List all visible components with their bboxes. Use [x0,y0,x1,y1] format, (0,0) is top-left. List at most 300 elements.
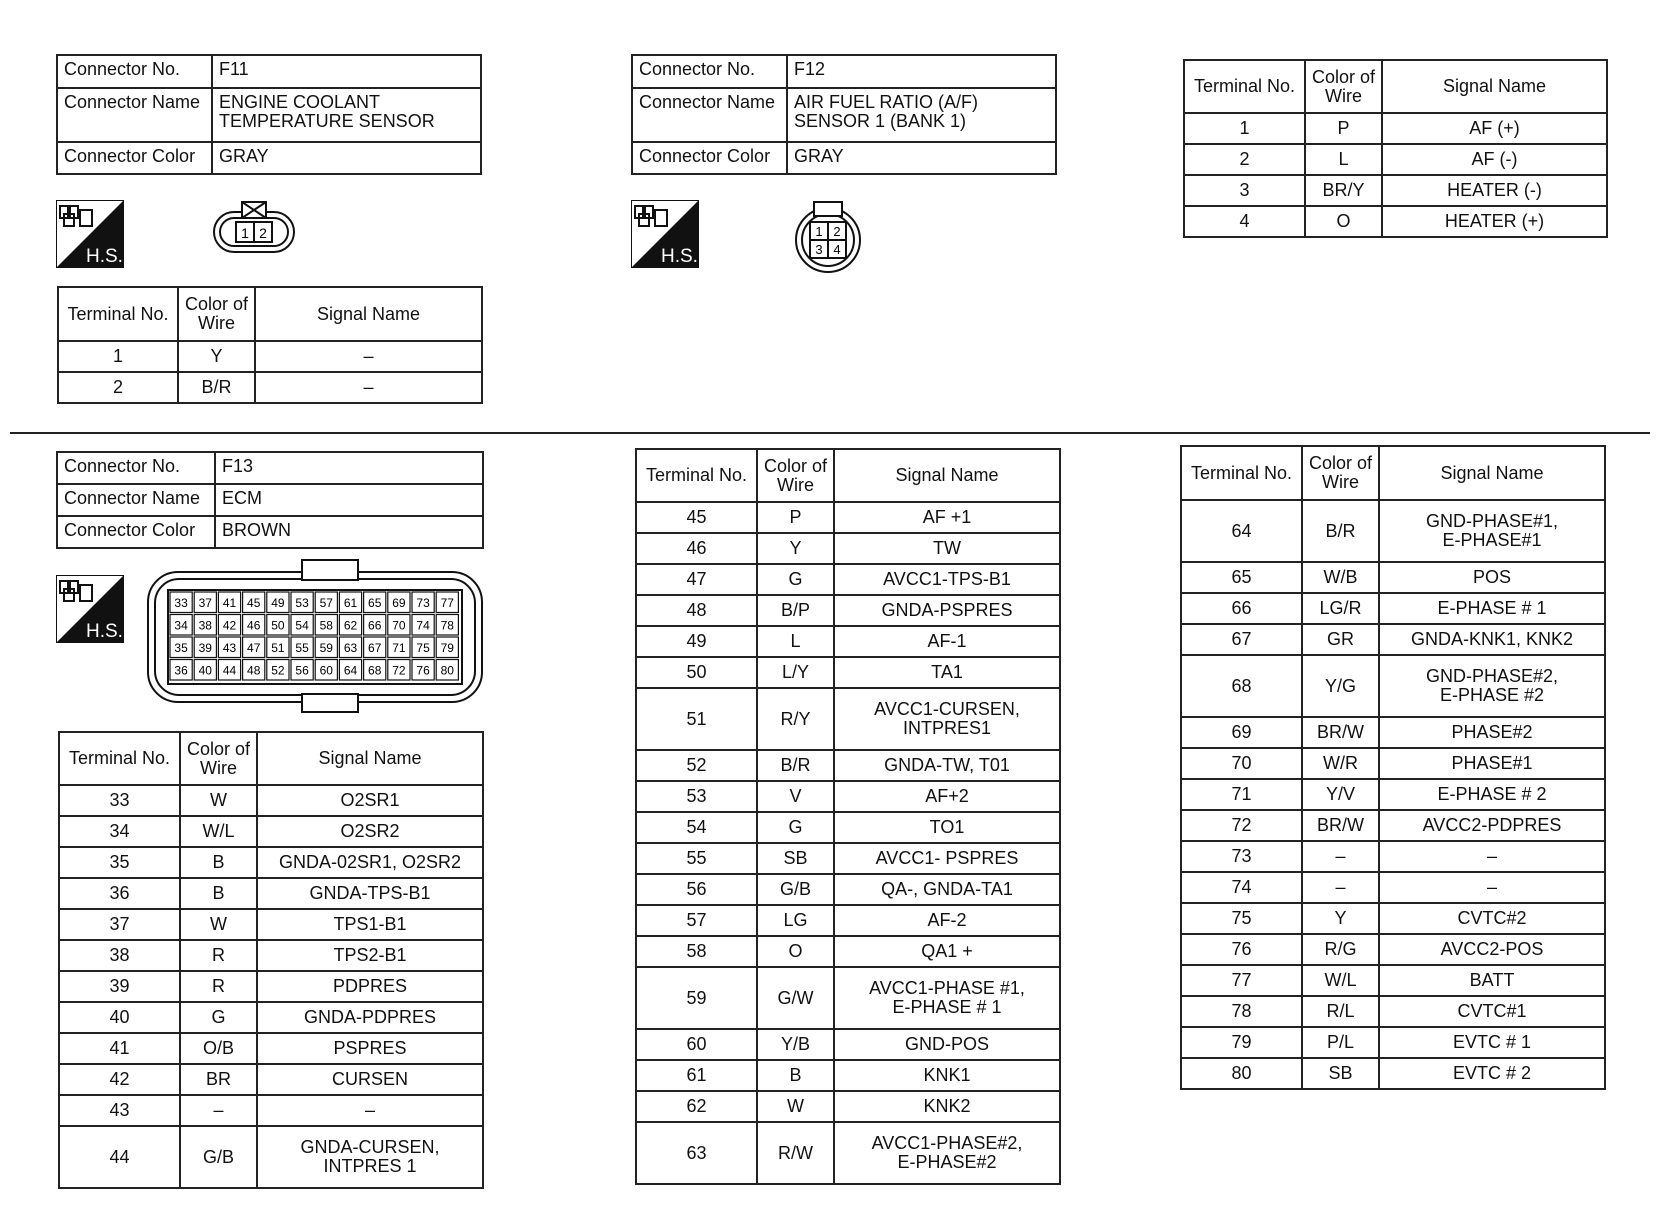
wire-color-cell: P [757,502,834,533]
f12-pin-label: 3 [815,242,823,257]
terminal-no-cell: 66 [1181,593,1302,624]
table-row [636,843,1060,874]
signal-name-header: Signal Name [1382,60,1607,113]
pin-label: 50 [271,618,285,633]
connector-name-label: Connector Name [57,484,215,516]
table-row [1181,810,1605,841]
connector-name-label: Connector Name [57,88,212,142]
terminal-no-header: Terminal No. [59,732,180,785]
signal-name-cell: EVTC # 2 [1379,1058,1605,1089]
signal-name-cell: KNK1 [834,1060,1060,1091]
wire-color-cell: B/P [757,595,834,626]
terminal-no-cell: 65 [1181,562,1302,593]
table-row [59,909,483,940]
signal-name-cell: GNDA-KNK1, KNK2 [1379,624,1605,655]
f12-connector-face-icon [788,200,868,279]
wire-color-cell: L [1305,144,1382,175]
pin-label: 49 [271,596,285,610]
wire-color-cell: B [180,847,257,878]
table-row [1181,500,1605,562]
wire-color-cell: W [180,909,257,940]
wire-color-cell: G [757,564,834,595]
f11-terminal-table [57,286,483,404]
signal-name-cell: AVCC1-PHASE #1, E-PHASE # 1 [834,967,1060,1029]
connector-no-label: Connector No. [57,55,212,88]
signal-name-cell: GNDA-TW, T01 [834,750,1060,781]
signal-name-cell: GND-PHASE#2, E-PHASE #2 [1379,655,1605,717]
wire-color-cell: R/L [1302,996,1379,1027]
terminal-no-cell: 50 [636,657,757,688]
signal-name-cell: – [1379,841,1605,872]
table-row [59,1002,483,1033]
terminal-no-cell: 68 [1181,655,1302,717]
table-row [1181,717,1605,748]
f11-info-table [56,54,482,175]
table-row [59,1126,483,1188]
signal-name-cell: AF (+) [1382,113,1607,144]
terminal-no-cell: 39 [59,971,180,1002]
f12-connector-color: GRAY [787,142,1056,174]
f13-rows-b [636,502,1060,1184]
terminal-no-cell: 79 [1181,1027,1302,1058]
f13-connector-color: BROWN [215,516,483,548]
signal-name-cell: TA1 [834,657,1060,688]
table-row [59,971,483,1002]
pin-label: 64 [343,663,358,678]
wire-color-cell: – [1302,872,1379,903]
f13-terminal-table-b [635,448,1061,1185]
terminal-no-cell: 2 [58,372,178,403]
table-row [1181,748,1605,779]
signal-name-cell: BATT [1379,965,1605,996]
terminal-no-cell: 60 [636,1029,757,1060]
wire-color-cell: BR/W [1302,717,1379,748]
signal-name-cell: AF-2 [834,905,1060,936]
signal-name-cell: TPS1-B1 [257,909,483,940]
wire-color-cell: Y [178,341,255,372]
terminal-no-cell: 71 [1181,779,1302,810]
connector-color-label: Connector Color [57,142,212,174]
terminal-no-cell: 4 [1184,206,1305,237]
hs-label: H.S. [86,621,123,642]
pin-label: 76 [416,663,430,678]
signal-name-cell: AVCC1-PHASE#2, E-PHASE#2 [834,1122,1060,1184]
table-row [636,936,1060,967]
f12-terminal-table [1183,59,1608,238]
wire-color-cell: R/Y [757,688,834,750]
wire-color-cell: W [757,1091,834,1122]
pin-label: 57 [319,596,333,610]
terminal-no-cell: 58 [636,936,757,967]
pin-label: 79 [440,641,454,655]
table-row [636,874,1060,905]
table-row [636,688,1060,750]
terminal-no-header: Terminal No. [58,287,178,341]
terminal-no-cell: 41 [59,1033,180,1064]
wire-color-cell: W/R [1302,748,1379,779]
table-row [1181,655,1605,717]
pin-label: 46 [247,618,261,633]
pin-label: 66 [368,618,382,633]
signal-name-cell: O2SR1 [257,785,483,816]
pin-label: 58 [319,618,333,633]
table-row [636,657,1060,688]
signal-name-cell: E-PHASE # 2 [1379,779,1605,810]
terminal-no-cell: 46 [636,533,757,564]
color-of-wire-header: Color of Wire [1302,446,1379,500]
wire-color-cell: – [1302,841,1379,872]
terminal-no-cell: 76 [1181,934,1302,965]
table-row [58,372,482,403]
pin-label: 71 [392,641,406,655]
pin-label: 75 [416,641,430,655]
table-row [59,847,483,878]
table-row [58,341,482,372]
wire-color-cell: BR [180,1064,257,1095]
terminal-no-cell: 69 [1181,717,1302,748]
wire-color-cell: W/L [1302,965,1379,996]
terminal-no-cell: 77 [1181,965,1302,996]
terminal-no-cell: 80 [1181,1058,1302,1089]
wire-color-cell: W/L [180,816,257,847]
terminal-no-cell: 54 [636,812,757,843]
wire-color-cell: Y/V [1302,779,1379,810]
wire-color-cell: O [1305,206,1382,237]
signal-name-cell: CVTC#2 [1379,903,1605,934]
signal-name-cell: AVCC2-PDPRES [1379,810,1605,841]
signal-name-cell: GND-POS [834,1029,1060,1060]
signal-name-cell: GNDA-TPS-B1 [257,878,483,909]
pin-label: 44 [222,663,237,678]
table-row [1181,934,1605,965]
signal-name-cell: CVTC#1 [1379,996,1605,1027]
terminal-no-cell: 70 [1181,748,1302,779]
wire-color-cell: L/Y [757,657,834,688]
pin-label: 61 [343,596,358,610]
wire-color-cell: G/B [757,874,834,905]
pin-label: 41 [222,596,237,610]
wire-color-cell: R [180,971,257,1002]
color-of-wire-header: Color of Wire [180,732,257,785]
pin-label: 51 [271,641,285,655]
terminal-no-cell: 33 [59,785,180,816]
terminal-no-cell: 75 [1181,903,1302,934]
terminal-no-cell: 45 [636,502,757,533]
color-of-wire-header: Color of Wire [178,287,255,341]
terminal-no-cell: 38 [59,940,180,971]
f13-connector-no: F13 [215,452,483,484]
table-row [636,533,1060,564]
pin-label: 54 [295,618,309,633]
wire-color-cell: B/R [1302,500,1379,562]
wire-color-cell: G/B [180,1126,257,1188]
wire-color-cell: L [757,626,834,657]
pin-label: 38 [198,618,212,633]
signal-name-cell: PHASE#1 [1379,748,1605,779]
signal-name-cell: AVCC2-POS [1379,934,1605,965]
signal-name-cell: AF (-) [1382,144,1607,175]
pin-label: 56 [295,663,309,678]
table-row [636,905,1060,936]
pin-label: 34 [174,618,188,633]
terminal-no-cell: 1 [58,341,178,372]
connector-color-label: Connector Color [57,516,215,548]
f11-pin-label: 1 [241,225,249,241]
signal-name-cell: HEATER (+) [1382,206,1607,237]
pin-label: 78 [440,618,454,633]
f11-pin-label: 2 [259,225,267,241]
pin-label: 33 [174,596,188,610]
signal-name-cell: KNK2 [834,1091,1060,1122]
table-row [636,1029,1060,1060]
table-row [59,1095,483,1126]
wire-color-cell: W/B [1302,562,1379,593]
wire-color-cell: B/R [178,372,255,403]
signal-name-cell: POS [1379,562,1605,593]
wire-color-cell: LG [757,905,834,936]
table-row [636,812,1060,843]
wire-color-cell: R/G [1302,934,1379,965]
f13-rows-a [59,785,483,1188]
signal-name-cell: TW [834,533,1060,564]
signal-name-cell: – [255,372,482,403]
pin-label: 39 [198,641,212,655]
terminal-no-cell: 36 [59,878,180,909]
terminal-no-cell: 67 [1181,624,1302,655]
f12-connector-no: F12 [787,55,1056,88]
pin-label: 73 [416,596,430,610]
pin-label: 68 [368,663,382,678]
signal-name-cell: GNDA-PSPRES [834,595,1060,626]
pin-label: 67 [368,641,382,655]
table-row [636,1122,1060,1184]
terminal-no-cell: 35 [59,847,180,878]
terminal-no-header: Terminal No. [636,449,757,502]
pin-label: 48 [247,663,261,678]
terminal-no-cell: 49 [636,626,757,657]
table-row [636,564,1060,595]
table-row [1181,1027,1605,1058]
table-row [636,781,1060,812]
pin-label: 77 [440,596,454,610]
pin-label: 45 [247,596,261,610]
terminal-no-cell: 61 [636,1060,757,1091]
signal-name-cell: GND-PHASE#1, E-PHASE#1 [1379,500,1605,562]
wire-color-cell: R/W [757,1122,834,1184]
table-row [1184,175,1607,206]
signal-name-cell: EVTC # 1 [1379,1027,1605,1058]
signal-name-cell: E-PHASE # 1 [1379,593,1605,624]
wire-color-cell: B [180,878,257,909]
hs-label: H.S. [86,246,123,267]
pin-label: 40 [198,663,212,678]
f11-connector-color: GRAY [212,142,481,174]
color-of-wire-header: Color of Wire [1305,60,1382,113]
terminal-no-header: Terminal No. [1184,60,1305,113]
f13-terminal-table-a [58,731,484,1189]
f13-info-table [56,451,484,549]
pin-label: 62 [343,618,358,633]
f11-connector-name: ENGINE COOLANT TEMPERATURE SENSOR [212,88,481,142]
wire-color-cell: Y [1302,903,1379,934]
signal-name-cell: GNDA-CURSEN, INTPRES 1 [257,1126,483,1188]
wire-color-cell: SB [1302,1058,1379,1089]
table-row [59,1064,483,1095]
pin-label: 59 [319,641,333,655]
wire-color-cell: P [1305,113,1382,144]
terminal-no-cell: 56 [636,874,757,905]
table-row [1181,779,1605,810]
signal-name-cell: TO1 [834,812,1060,843]
signal-name-cell: PDPRES [257,971,483,1002]
table-row [636,967,1060,1029]
f12-info-table [631,54,1057,175]
f12-connector-name: AIR FUEL RATIO (A/F) SENSOR 1 (BANK 1) [787,88,1056,142]
table-row [1184,113,1607,144]
harness-side-icon [56,575,124,648]
pin-label: 63 [343,641,358,655]
terminal-no-cell: 2 [1184,144,1305,175]
wire-color-cell: Y [757,533,834,564]
signal-name-cell: – [257,1095,483,1126]
wire-color-cell: BR/Y [1305,175,1382,206]
table-row [636,750,1060,781]
terminal-no-cell: 64 [1181,500,1302,562]
signal-name-cell: AF+2 [834,781,1060,812]
wire-color-cell: B [757,1060,834,1091]
f12-pin-label: 1 [815,224,823,239]
table-row [636,626,1060,657]
signal-name-cell: AVCC1-CURSEN, INTPRES1 [834,688,1060,750]
wire-color-cell: V [757,781,834,812]
wire-color-cell: P/L [1302,1027,1379,1058]
f12-pin-label: 2 [833,224,841,239]
table-row [59,1033,483,1064]
wire-color-cell: O [757,936,834,967]
f11-rows [58,341,482,403]
pin-label: 35 [174,641,188,655]
signal-name-cell: PSPRES [257,1033,483,1064]
signal-name-cell: QA-, GNDA-TA1 [834,874,1060,905]
table-row [1184,206,1607,237]
harness-side-icon [631,200,699,273]
connector-name-label: Connector Name [632,88,787,142]
pin-label: 72 [392,663,406,678]
terminal-no-cell: 37 [59,909,180,940]
table-row [636,595,1060,626]
table-row [59,785,483,816]
signal-name-cell: – [1379,872,1605,903]
signal-name-cell: O2SR2 [257,816,483,847]
pin-label: 52 [271,663,285,678]
signal-name-cell: CURSEN [257,1064,483,1095]
terminal-no-cell: 59 [636,967,757,1029]
wire-color-cell: W [180,785,257,816]
wire-color-cell: O/B [180,1033,257,1064]
connector-no-label: Connector No. [632,55,787,88]
terminal-no-cell: 73 [1181,841,1302,872]
table-row [1181,965,1605,996]
pin-label: 74 [416,618,430,633]
signal-name-cell: – [255,341,482,372]
wire-color-cell: LG/R [1302,593,1379,624]
wire-color-cell: G/W [757,967,834,1029]
pin-label: 53 [295,596,309,610]
f11-connector-face-icon [212,200,296,261]
wire-color-cell: Y/G [1302,655,1379,717]
terminal-no-cell: 72 [1181,810,1302,841]
pin-label: 37 [198,596,212,610]
f11-connector-no: F11 [212,55,481,88]
signal-name-cell: AF-1 [834,626,1060,657]
f13-terminal-table-c [1180,445,1606,1090]
pin-label: 42 [222,618,237,633]
wire-color-cell: R [180,940,257,971]
table-row [59,816,483,847]
terminal-no-cell: 55 [636,843,757,874]
hs-label: H.S. [661,246,698,267]
pin-label: 47 [247,641,261,655]
connector-no-label: Connector No. [57,452,215,484]
table-row [636,502,1060,533]
f12-rows [1184,113,1607,237]
wire-color-cell: GR [1302,624,1379,655]
connector-color-label: Connector Color [632,142,787,174]
table-row [59,878,483,909]
table-row [59,940,483,971]
wire-color-cell: – [180,1095,257,1126]
signal-name-cell: GNDA-PDPRES [257,1002,483,1033]
terminal-no-cell: 74 [1181,872,1302,903]
wire-color-cell: BR/W [1302,810,1379,841]
pin-label: 80 [440,663,454,678]
signal-name-cell: HEATER (-) [1382,175,1607,206]
terminal-no-cell: 62 [636,1091,757,1122]
table-row [636,1091,1060,1122]
table-row [1181,1058,1605,1089]
f13-rows-c [1181,500,1605,1089]
table-row [1181,624,1605,655]
pin-label: 60 [319,663,333,678]
terminal-no-cell: 57 [636,905,757,936]
table-row [636,1060,1060,1091]
pin-label: 55 [295,641,309,655]
signal-name-cell: TPS2-B1 [257,940,483,971]
signal-name-cell: QA1 + [834,936,1060,967]
terminal-no-cell: 52 [636,750,757,781]
f12-pin-label: 4 [833,242,841,257]
wire-color-cell: SB [757,843,834,874]
terminal-no-cell: 63 [636,1122,757,1184]
signal-name-header: Signal Name [257,732,483,785]
terminal-no-cell: 53 [636,781,757,812]
table-row [1181,841,1605,872]
terminal-no-cell: 40 [59,1002,180,1033]
terminal-no-cell: 51 [636,688,757,750]
wire-color-cell: Y/B [757,1029,834,1060]
pin-label: 69 [392,596,406,610]
table-row [1184,144,1607,175]
terminal-no-cell: 42 [59,1064,180,1095]
color-of-wire-header: Color of Wire [757,449,834,502]
section-divider [10,432,1650,434]
terminal-no-cell: 47 [636,564,757,595]
table-row [1181,872,1605,903]
signal-name-cell: AVCC1- PSPRES [834,843,1060,874]
terminal-no-cell: 48 [636,595,757,626]
terminal-no-header: Terminal No. [1181,446,1302,500]
terminal-no-cell: 78 [1181,996,1302,1027]
